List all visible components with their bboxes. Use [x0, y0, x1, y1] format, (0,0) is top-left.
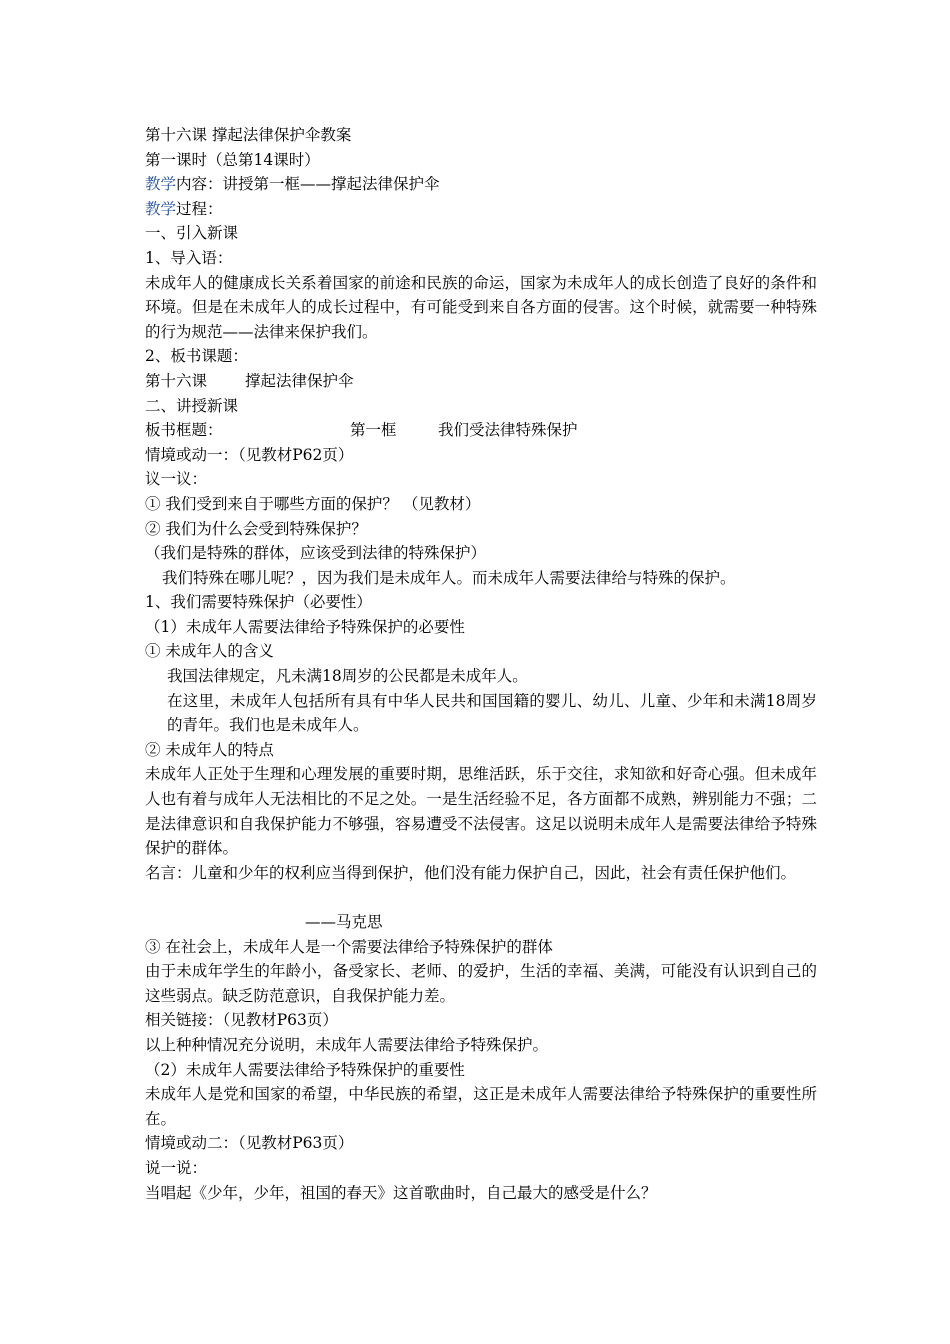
teaching-content: [145, 172, 817, 197]
class-period: 第一课时（总第14课时）: [145, 150, 320, 169]
necessity-heading: （1）未成年人需要法律给予特殊保护的必要性: [145, 617, 465, 636]
teaching-process: [145, 197, 817, 222]
question-1: ① 我们受到来自于哪些方面的保护？ （见教材）: [145, 494, 481, 513]
legal-definition: 我国法律规定，凡未满18周岁的公民都是未成年人。: [167, 667, 528, 686]
minor-features-heading: ② 未成年人的特点: [145, 740, 274, 759]
minor-meaning-heading: ① 未成年人的含义: [145, 642, 274, 661]
teaching-content-text: 内容：讲授第一框——撑起法律保护伞: [176, 175, 440, 194]
importance-paragraph: 未成年人是党和国家的希望，中华民族的希望，这正是未成年人需要法律给予特殊保护的重要性所在。: [145, 1085, 817, 1128]
song-question: 当唱起《少年，少年，祖国的春天》这首歌曲时，自己最大的感受是什么？: [145, 1183, 657, 1202]
board-frame-number: 第一框: [350, 421, 397, 440]
special-explanation: 我们特殊在哪儿呢？，因为我们是未成年人。而未成年人需要法律给与特殊的保护。: [162, 568, 736, 587]
subheading-board-title: 2、板书课题：: [145, 347, 248, 366]
minor-features-paragraph: 未成年人正处于生理和心理发展的重要时期，思维活跃，乐于交往，求知欲和好奇心强。但未成年人也有着与成年人无法相比的不足之处。一是生活经验不足，各方面都不成熟，辨别能力不强；二是法律意识和自我保护能力不够强，容易遭受不法侵害。这足以说明未成年人是需要法律给予特殊保护的群体。: [145, 765, 817, 858]
board-frame-name: 我们受法律特殊保护: [438, 421, 578, 440]
lesson-name: 撑起法律保护伞: [245, 371, 354, 390]
intro-paragraph: 未成年人的健康成长关系着国家的前途和民族的命运，国家为未成年人的成长创造了良好的条件和环境。但是在未成年人的成长过程中，有可能受到来自各方面的侵害。这个时候，就需要一种特殊的行为规范——法律来保护我们。: [145, 273, 817, 341]
subheading-intro: 1、导入语：: [145, 248, 233, 267]
need-heading: 1、我们需要特殊保护（必要性）: [145, 593, 372, 612]
teaching-content-label: 教学: [145, 175, 177, 194]
scenario-2: 情境或动二：（见教材P63页）: [145, 1134, 354, 1153]
quote-author: ——马克思: [305, 913, 383, 931]
importance-heading: （2）未成年人需要法律给予特殊保护的重要性: [145, 1060, 465, 1079]
board-frame-title: [145, 418, 817, 443]
minor-scope-text: 在这里，未成年人包括所有具有中华人民共和国国籍的婴儿、幼儿、儿童、少年和未满18周岁的青年。我们也是未成年人。: [167, 691, 817, 735]
society-paragraph: 由于未成年学生的年龄小，备受家长、老师、的爱护，生活的幸福、美满，可能没有认识到自己的这些弱点。缺乏防范意识，自我保护能力差。: [145, 962, 817, 1005]
related-link: 相关链接：（见教材P63页）: [145, 1011, 338, 1030]
question-2: ② 我们为什么会受到特殊保护？: [145, 519, 367, 538]
lesson-title: 第十六课 撑起法律保护伞教案: [145, 126, 352, 144]
minor-scope-paragraph: [145, 689, 817, 738]
blank-line: [145, 885, 817, 910]
lesson-number: 第十六课: [145, 371, 208, 390]
section-heading-2: 二、讲授新课: [145, 396, 239, 415]
say-label: 说一说：: [145, 1158, 208, 1177]
section-heading-1: 一、引入新课: [145, 224, 239, 243]
teaching-process-text: 过程：: [176, 199, 223, 218]
document-body: [145, 123, 817, 1205]
board-frame-label: 板书框题：: [145, 421, 223, 440]
teaching-process-label: 教学: [145, 199, 177, 218]
summary-sentence: 以上种种情况充分说明，未成年人需要法律给予特殊保护。: [145, 1035, 549, 1054]
scenario-1: 情境或动一：（见教材P62页）: [145, 445, 354, 464]
discuss-label: 议一议：: [145, 470, 208, 489]
famous-quote: 名言：儿童和少年的权利应当得到保护，他们没有能力保护自己，因此，社会有责任保护他们。: [145, 863, 797, 882]
lesson-board-title: [145, 369, 817, 394]
society-heading: ③ 在社会上，未成年人是一个需要法律给予特殊保护的群体: [145, 937, 553, 956]
answer-2: （我们是特殊的群体，应该受到法律的特殊保护）: [145, 544, 487, 563]
